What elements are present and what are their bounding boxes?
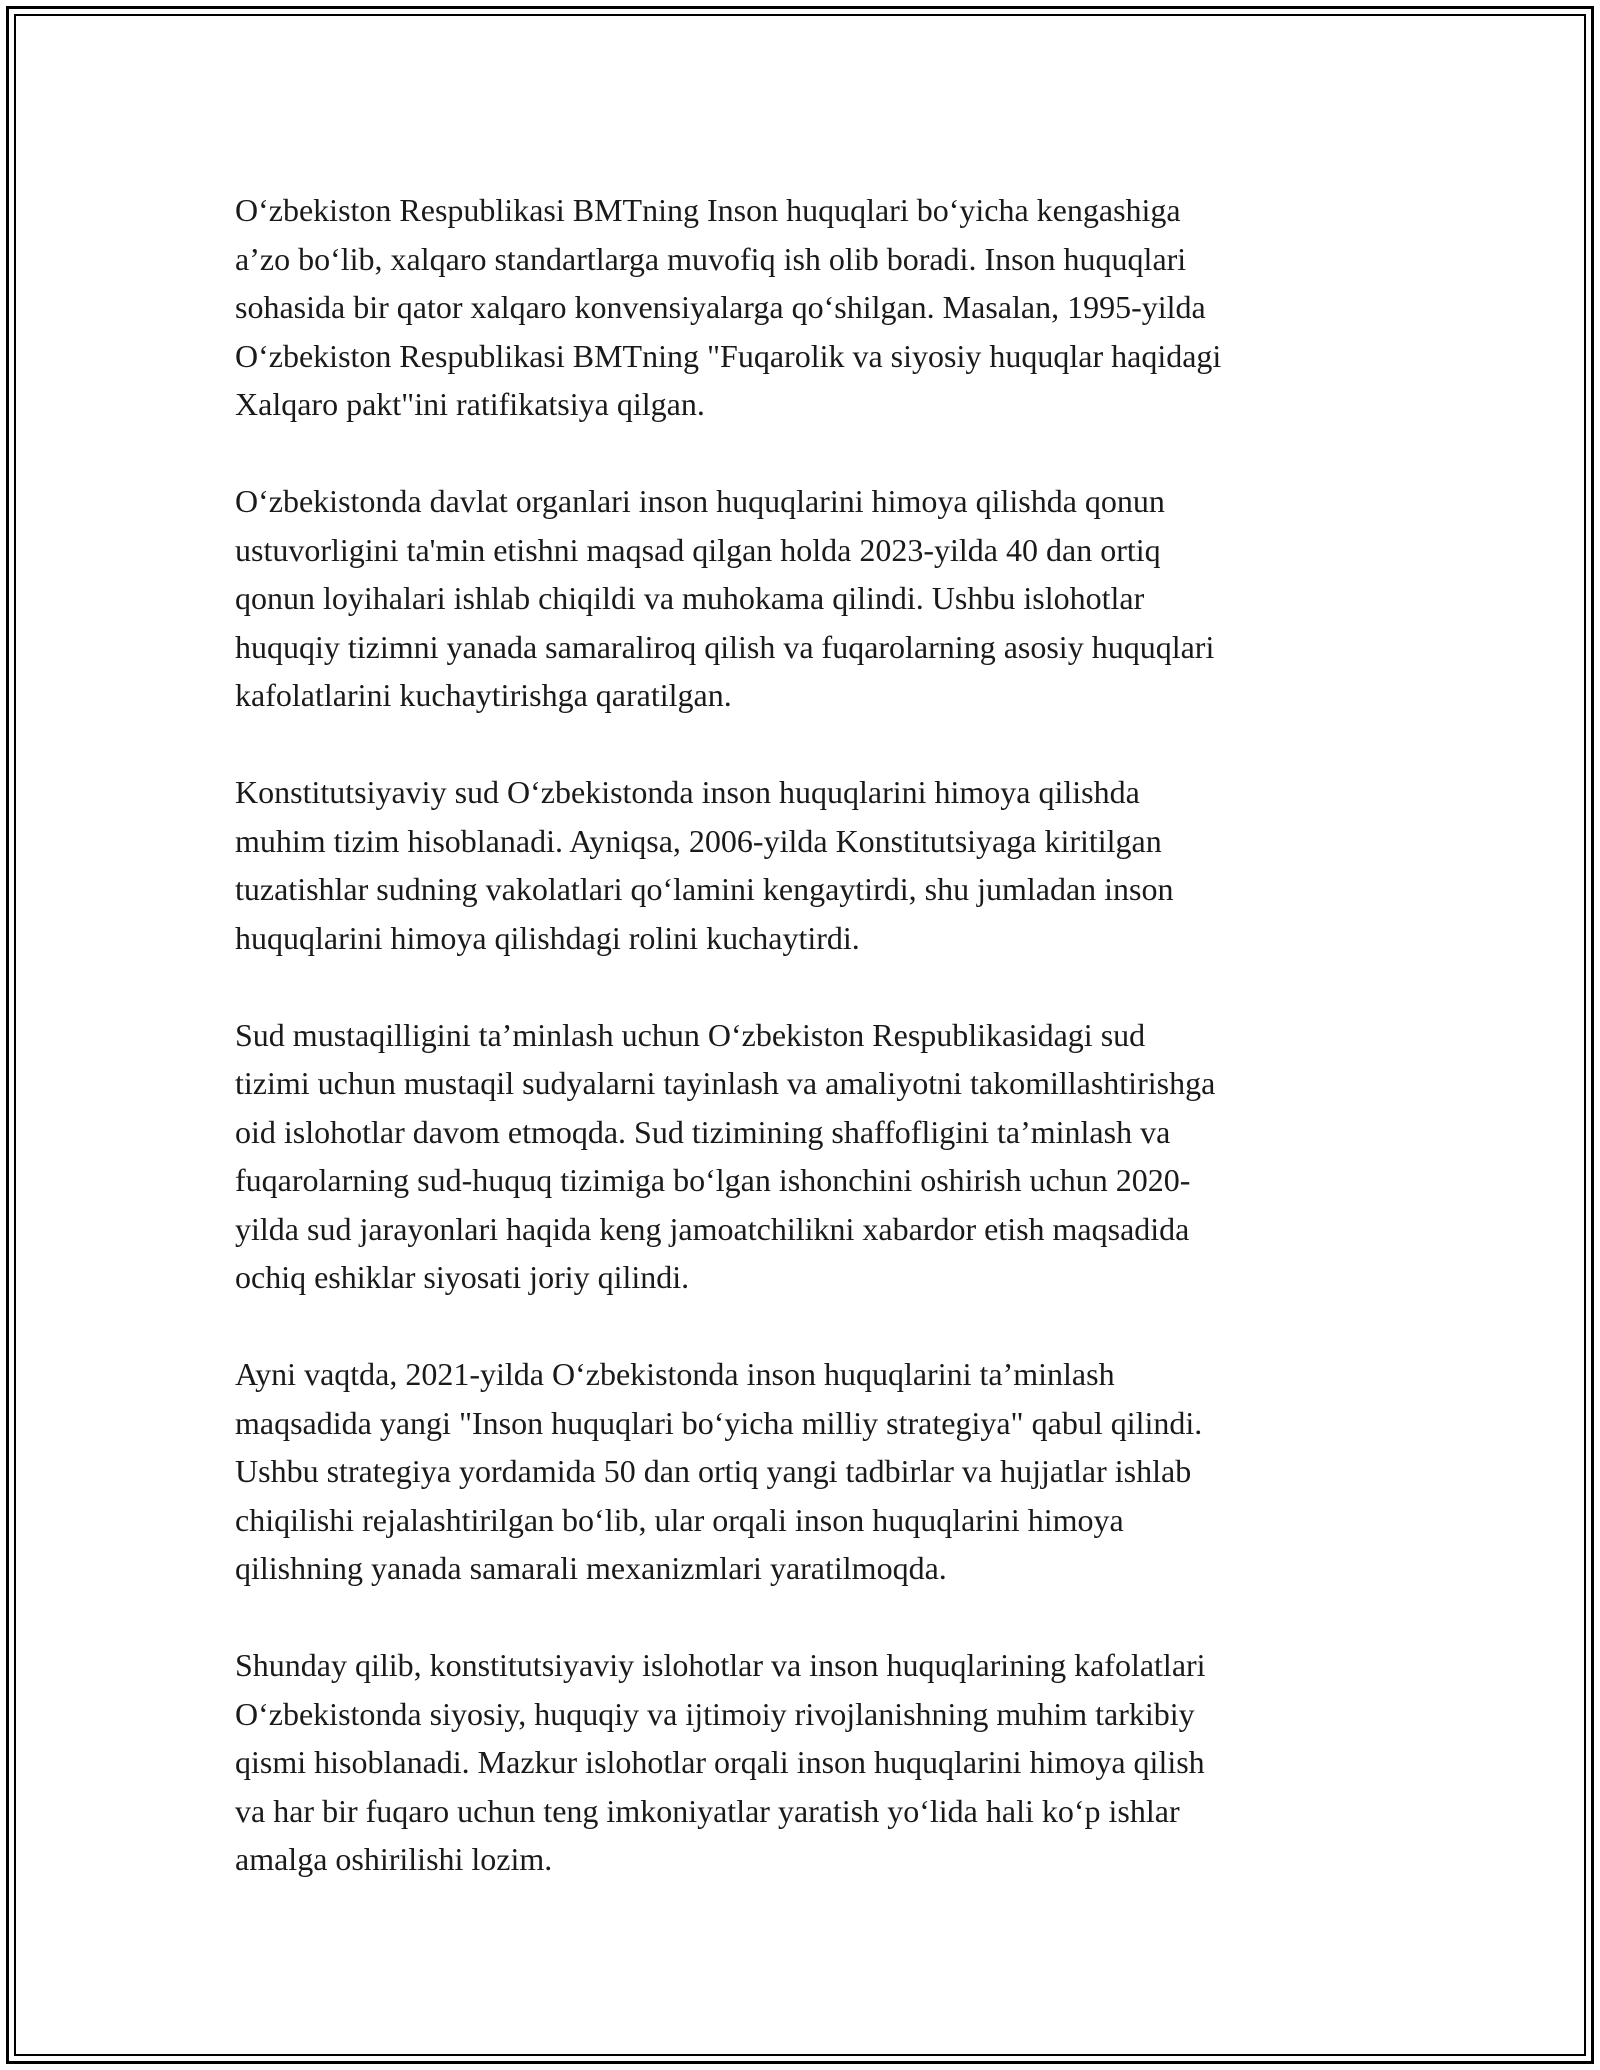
- text-line: chiqilishi rejalashtirilgan bo‘lib, ular orqali inson huquqlarini himoya: [235, 1501, 1124, 1538]
- text-line: fuqarolarning sud-huquq tizimiga bo‘lgan ishonchini oshirish uchun 2020-: [235, 1162, 1191, 1198]
- paragraph-3: [235, 768, 1385, 962]
- text-line: amalga oshirilishi lozim.: [235, 1841, 553, 1877]
- text-line: huquqiy tizimni yanada samaraliroq qilish va fuqarolarning asosiy huquqlari: [235, 628, 1215, 665]
- paragraph-2: [235, 477, 1385, 720]
- text-line: qonun loyihalari ishlab chiqildi va muhokama qilindi. Ushbu islohotlar: [235, 580, 1145, 616]
- text-line: O‘zbekiston Respublikasi BMTning "Fuqarolik va siyosiy huquqlar haqidagi: [235, 337, 1222, 374]
- text-line: Sud mustaqilligini ta’minlash uchun O‘zbekiston Respublikasidagi sud: [235, 1016, 1146, 1053]
- text-line: Shunday qilib, konstitutsiyaviy islohotlar va inson huquqlarining kafolatlari: [235, 1647, 1206, 1683]
- text-line: Ushbu strategiya yordamida 50 dan ortiq yangi tadbirlar va hujjatlar ishlab: [235, 1453, 1192, 1489]
- text-line: ochiq eshiklar siyosati joriy qilindi.: [235, 1259, 690, 1295]
- text-line: ustuvorligini ta'min etishni maqsad qilgan holda 2023-yilda 40 dan ortiq: [235, 531, 1161, 568]
- paragraph-6: [235, 1641, 1385, 1884]
- paragraph-1: [235, 186, 1385, 429]
- text-line: yilda sud jarayonlari haqida keng jamoatchilikni xabardor etish maqsadida: [235, 1210, 1190, 1247]
- text-line: sohasida bir qator xalqaro konvensiyalarga qo‘shilgan. Masalan, 1995-yilda: [235, 289, 1206, 325]
- text-line: Konstitutsiyaviy sud O‘zbekistonda inson huquqlarini himoya qilishda: [235, 774, 1140, 810]
- text-line: O‘zbekiston Respublikasi BMTning Inson huquqlari bo‘yicha kengashiga: [235, 192, 1181, 228]
- text-line: muhim tizim hisoblanadi. Ayniqsa, 2006-yilda Konstitutsiyaga kiritilgan: [235, 822, 1162, 859]
- text-line: O‘zbekistonda siyosiy, huquqiy va ijtimoiy rivojlanishning muhim tarkibiy: [235, 1695, 1195, 1732]
- paragraph-4: [235, 1011, 1385, 1302]
- text-line: oid islohotlar davom etmoqda. Sud tizimining shaffofligini ta’minlash va: [235, 1113, 1171, 1150]
- text-line: a’zo bo‘lib, xalqaro standartlarga muvofiq ish olib boradi. Inson huquqlari: [235, 240, 1187, 277]
- text-line: tuzatishlar sudning vakolatlari qo‘lamini kengaytirdi, shu jumladan inson: [235, 871, 1174, 907]
- paragraph-5: [235, 1350, 1385, 1593]
- text-line: qismi hisoblanadi. Mazkur islohotlar orqali inson huquqlarini himoya qilish: [235, 1744, 1205, 1780]
- text-line: tizimi uchun mustaqil sudyalarni tayinlash va amaliyotni takomillashtirishga: [235, 1065, 1216, 1101]
- document-body: [235, 186, 1385, 1884]
- text-line: kafolatlarini kuchaytirishga qaratilgan.: [235, 677, 732, 713]
- text-line: qilishning yanada samarali mexanizmlari yaratilmoqda.: [235, 1550, 947, 1586]
- text-line: Ayni vaqtda, 2021-yilda O‘zbekistonda inson huquqlarini ta’minlash: [235, 1356, 1115, 1392]
- text-line: Xalqaro pakt"ini ratifikatsiya qilgan.: [235, 386, 705, 422]
- text-line: va har bir fuqaro uchun teng imkoniyatlar yaratish yo‘lida hali ko‘p ishlar: [235, 1792, 1180, 1829]
- text-line: maqsadida yangi "Inson huquqlari bo‘yicha milliy strategiya" qabul qilindi.: [235, 1404, 1203, 1441]
- text-line: huquqlarini himoya qilishdagi rolini kuchaytirdi.: [235, 919, 860, 956]
- text-line: O‘zbekistonda davlat organlari inson huquqlarini himoya qilishda qonun: [235, 483, 1165, 519]
